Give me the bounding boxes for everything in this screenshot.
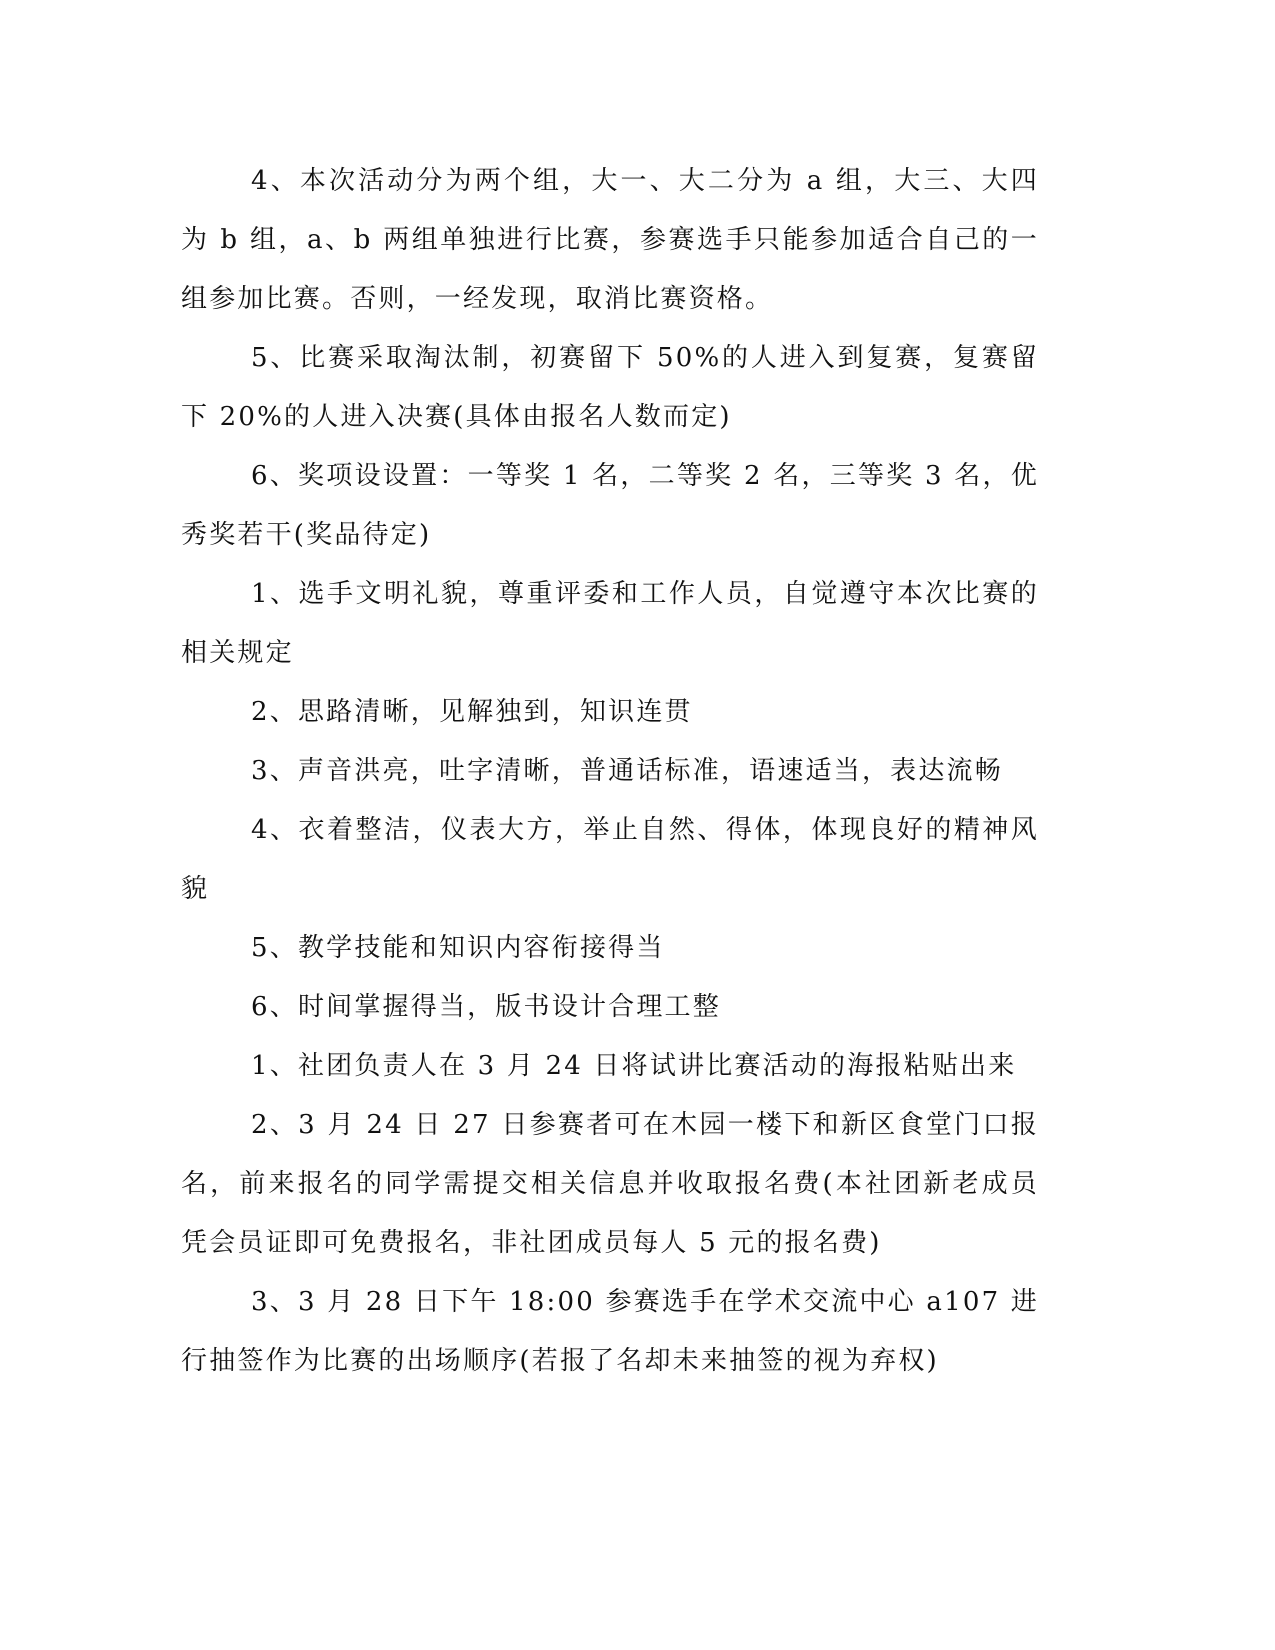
paragraph-schedule-registration: 2、3 月 24 日 27 日参赛者可在木园一楼下和新区食堂门口报名，前来报名的同学需提交相关信息并收取报名费(本社团新老成员凭会员证即可免费报名，非社团成员每人 5 元的报名费) [181,1110,1039,1258]
paragraph-criteria-voice: 3、声音洪亮，吐字清晰，普通话标准，语速适当，表达流畅 [251,756,1003,786]
paragraph-criteria-time: 6、时间掌握得当，版书设计合理工整 [251,992,721,1022]
paragraph-criteria-teaching: 5、教学技能和知识内容衔接得当 [251,933,665,963]
paragraph-rule-awards: 6、奖项设设置：一等奖 1 名，二等奖 2 名，三等奖 3 名，优秀奖若干(奖品待定) [181,461,1039,550]
paragraph-criteria-appearance: 4、衣着整洁，仪表大方，举止自然、得体，体现良好的精神风貌 [181,815,1039,904]
paragraph-schedule-poster: 1、社团负责人在 3 月 24 日将试讲比赛活动的海报粘贴出来 [251,1051,1017,1081]
paragraph-schedule-draw: 3、3 月 28 日下午 18:00 参赛选手在学术交流中心 a107 进行抽签作为比赛的出场顺序(若报了名却未来抽签的视为弃权) [181,1287,1039,1376]
document-body [181,152,1039,1391]
paragraph-criteria-manners: 1、选手文明礼貌，尊重评委和工作人员，自觉遵守本次比赛的相关规定 [181,579,1039,668]
paragraph-rule-groups: 4、本次活动分为两个组，大一、大二分为 a 组，大三、大四为 b 组，a、b 两组单独进行比赛，参赛选手只能参加适合自己的一组参加比赛。否则，一经发现，取消比赛资格。 [181,166,1039,314]
paragraph-rule-elimination: 5、比赛采取淘汰制，初赛留下 50%的人进入到复赛，复赛留下 20%的人进入决赛(具体由报名人数而定) [181,343,1039,432]
paragraph-criteria-clarity: 2、思路清晰，见解独到，知识连贯 [251,697,693,727]
